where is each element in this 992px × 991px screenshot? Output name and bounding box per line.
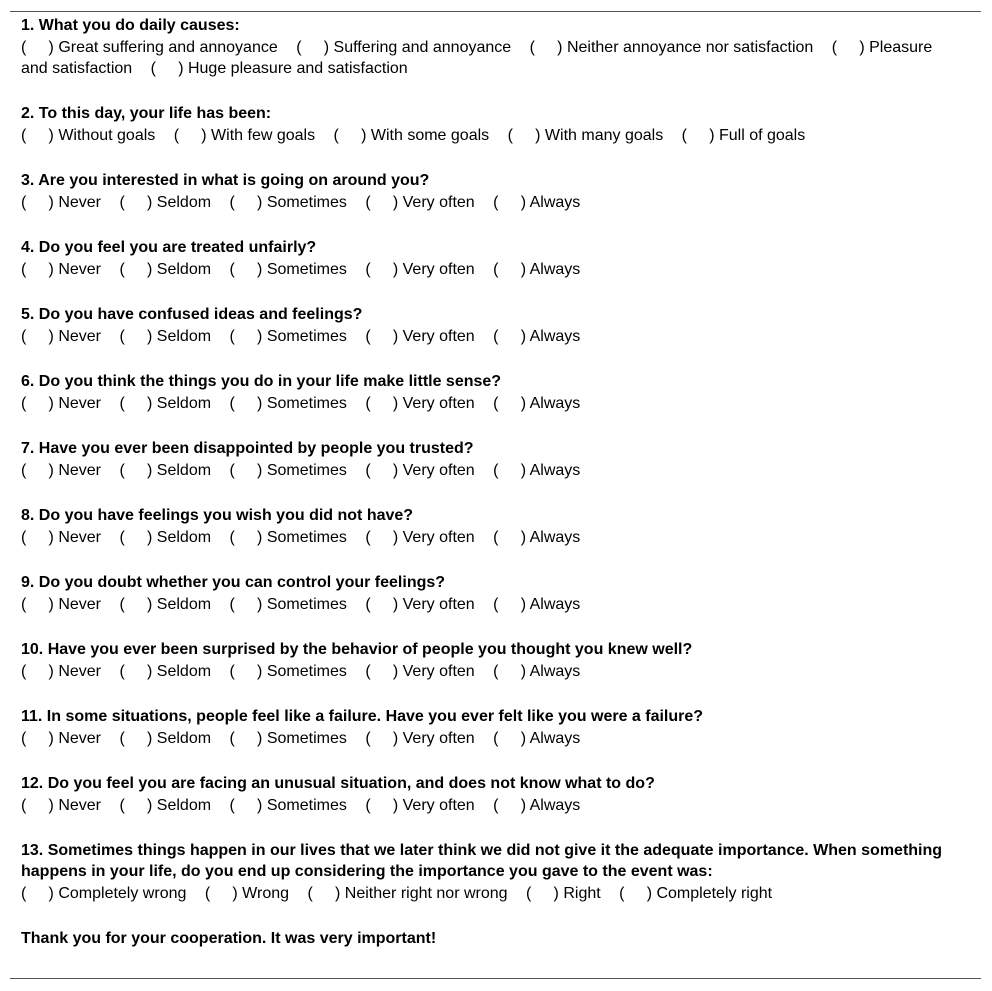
answer-option[interactable] xyxy=(119,261,211,278)
answer-option[interactable] xyxy=(493,529,580,546)
answer-option-label: Very often xyxy=(402,261,475,278)
answer-option-label: With many goals xyxy=(544,127,664,144)
answer-option-label: Very often xyxy=(402,529,475,546)
answer-option[interactable] xyxy=(21,730,101,747)
question-title: 9. Do you doubt whether you can control your feelings? xyxy=(21,574,446,591)
answer-option-label: Very often xyxy=(402,395,475,412)
answer-checkbox[interactable]: ( ) xyxy=(21,462,59,479)
answer-checkbox[interactable]: ( ) xyxy=(21,529,59,546)
answer-checkbox[interactable]: ( ) xyxy=(119,261,157,278)
question-title: 11. In some situations, people feel like a failure. Have you ever felt like you were a failure? xyxy=(21,708,704,725)
answer-option-label: Seldom xyxy=(156,462,212,479)
answer-checkbox[interactable]: ( ) xyxy=(365,663,403,680)
answer-checkbox[interactable]: ( ) xyxy=(21,596,59,613)
answer-option[interactable] xyxy=(230,395,347,412)
answer-option[interactable] xyxy=(493,797,580,814)
answer-checkbox[interactable]: ( ) xyxy=(119,462,157,479)
answer-option[interactable] xyxy=(230,328,347,345)
answer-option-label: Seldom xyxy=(156,261,212,278)
answer-option-label: Very often xyxy=(402,730,475,747)
answer-checkbox[interactable]: ( ) xyxy=(493,797,530,814)
answer-options xyxy=(21,192,961,213)
answer-option[interactable] xyxy=(21,127,155,144)
answer-option-label: Sometimes xyxy=(266,529,347,546)
answer-option[interactable] xyxy=(230,529,347,546)
answer-checkbox[interactable]: ( ) xyxy=(21,328,59,345)
question-block xyxy=(21,170,961,213)
answer-checkbox[interactable]: ( ) xyxy=(21,39,59,56)
answer-option[interactable] xyxy=(21,663,101,680)
questionnaire-sheet xyxy=(10,11,981,979)
answer-option[interactable] xyxy=(205,885,289,902)
answer-checkbox[interactable]: ( ) xyxy=(307,885,345,902)
answer-option[interactable] xyxy=(119,730,211,747)
answer-option[interactable] xyxy=(365,797,474,814)
question-title: 2. To this day, your life has been: xyxy=(21,105,272,122)
answer-option[interactable] xyxy=(230,261,347,278)
question-block xyxy=(21,304,961,347)
answer-option-label: With few goals xyxy=(211,127,316,144)
answer-option[interactable] xyxy=(119,328,211,345)
answer-checkbox[interactable]: ( ) xyxy=(365,462,403,479)
answer-option[interactable] xyxy=(493,462,580,479)
answer-option-label: Never xyxy=(58,663,102,680)
answer-option[interactable] xyxy=(230,462,347,479)
answer-checkbox[interactable]: ( ) xyxy=(150,60,188,77)
question-block xyxy=(21,237,961,280)
answer-checkbox[interactable]: ( ) xyxy=(365,797,403,814)
answer-option[interactable] xyxy=(493,730,580,747)
answer-option[interactable] xyxy=(334,127,490,144)
answer-option-label: Never xyxy=(58,797,102,814)
answer-option-label: Sometimes xyxy=(266,194,347,211)
answer-options xyxy=(21,460,961,481)
question-block xyxy=(21,15,961,79)
answer-option[interactable] xyxy=(365,328,474,345)
answer-option[interactable] xyxy=(493,596,580,613)
answer-checkbox[interactable]: ( ) xyxy=(229,194,267,211)
answer-option[interactable] xyxy=(365,596,474,613)
answer-option-label: Always xyxy=(529,194,581,211)
answer-option[interactable] xyxy=(174,127,315,144)
answer-option-label: Always xyxy=(529,797,581,814)
answer-checkbox[interactable]: ( ) xyxy=(21,663,59,680)
answer-option-label: Always xyxy=(529,529,581,546)
question-title: 12. Do you feel you are facing an unusual situation, and does not know what to do? xyxy=(21,775,655,792)
question-title: 5. Do you have confused ideas and feelings? xyxy=(21,306,363,323)
answer-checkbox[interactable]: ( ) xyxy=(119,194,157,211)
answer-option[interactable] xyxy=(619,885,772,902)
answer-options xyxy=(21,125,961,146)
question-block xyxy=(21,438,961,481)
answer-checkbox[interactable]: ( ) xyxy=(229,596,267,613)
answer-checkbox[interactable]: ( ) xyxy=(21,885,59,902)
answer-checkbox[interactable]: ( ) xyxy=(365,596,403,613)
answer-checkbox[interactable]: ( ) xyxy=(21,395,59,412)
answer-option[interactable] xyxy=(493,261,580,278)
answer-option-label: Seldom xyxy=(156,797,212,814)
answer-option-label: Suffering and annoyance xyxy=(333,39,512,56)
answer-option[interactable] xyxy=(21,797,101,814)
answer-checkbox[interactable]: ( ) xyxy=(229,328,267,345)
answer-option[interactable] xyxy=(151,60,408,77)
answer-option[interactable] xyxy=(493,663,580,680)
answer-option[interactable] xyxy=(493,194,580,211)
answer-option[interactable] xyxy=(21,885,186,902)
answer-checkbox[interactable]: ( ) xyxy=(204,885,243,902)
answer-checkbox[interactable]: ( ) xyxy=(21,127,59,144)
answer-checkbox[interactable]: ( ) xyxy=(493,261,530,278)
answer-option-label: Pleasure and satisfaction xyxy=(21,39,933,77)
answer-option-label: Seldom xyxy=(156,529,212,546)
answer-option[interactable] xyxy=(119,663,211,680)
answer-option-label: Sometimes xyxy=(266,328,347,345)
answer-checkbox[interactable]: ( ) xyxy=(119,730,157,747)
answer-option[interactable] xyxy=(365,395,474,412)
answer-option[interactable] xyxy=(230,596,347,613)
answer-option[interactable] xyxy=(365,730,474,747)
answer-option[interactable] xyxy=(119,194,211,211)
answer-option[interactable] xyxy=(493,395,580,412)
answer-checkbox[interactable]: ( ) xyxy=(365,395,403,412)
answer-option-label: Seldom xyxy=(156,194,212,211)
answer-checkbox[interactable]: ( ) xyxy=(681,127,719,144)
answer-checkbox[interactable]: ( ) xyxy=(296,39,334,56)
question-title: 3. Are you interested in what is going on around you? xyxy=(21,172,430,189)
answer-options xyxy=(21,259,961,280)
answer-option[interactable] xyxy=(119,596,211,613)
answer-option[interactable] xyxy=(365,261,474,278)
answer-options xyxy=(21,393,961,414)
question-title: 1. What you do daily causes: xyxy=(21,17,240,34)
answer-checkbox[interactable]: ( ) xyxy=(119,663,157,680)
answer-checkbox[interactable]: ( ) xyxy=(21,194,59,211)
answer-checkbox[interactable]: ( ) xyxy=(365,328,403,345)
answer-option[interactable] xyxy=(530,39,814,56)
question-block xyxy=(21,639,961,682)
answer-checkbox[interactable]: ( ) xyxy=(493,529,530,546)
answer-options xyxy=(21,795,961,816)
answer-option-label: Sometimes xyxy=(266,797,347,814)
answer-option-label: Never xyxy=(58,328,102,345)
answer-option[interactable] xyxy=(21,261,101,278)
answer-option[interactable] xyxy=(230,194,347,211)
answer-checkbox[interactable]: ( ) xyxy=(21,730,59,747)
answer-checkbox[interactable]: ( ) xyxy=(119,797,157,814)
answer-checkbox[interactable]: ( ) xyxy=(333,127,371,144)
answer-option-label: Neither right nor wrong xyxy=(344,885,508,902)
answer-checkbox[interactable]: ( ) xyxy=(493,663,530,680)
answer-option-label: Never xyxy=(58,730,102,747)
answer-checkbox[interactable]: ( ) xyxy=(119,395,157,412)
answer-option-label: Sometimes xyxy=(266,730,347,747)
answer-options xyxy=(21,728,961,749)
answer-option-label: Very often xyxy=(402,328,475,345)
answer-option-label: Never xyxy=(58,395,102,412)
answer-option-label: Without goals xyxy=(58,127,156,144)
answer-checkbox[interactable]: ( ) xyxy=(493,730,530,747)
answer-checkbox[interactable]: ( ) xyxy=(229,261,267,278)
answer-checkbox[interactable]: ( ) xyxy=(493,328,530,345)
answer-checkbox[interactable]: ( ) xyxy=(229,797,267,814)
question-block xyxy=(21,572,961,615)
answer-option-label: Always xyxy=(529,395,581,412)
answer-option-label: Neither annoyance nor satisfaction xyxy=(566,39,814,56)
answer-checkbox[interactable]: ( ) xyxy=(526,885,564,902)
question-block xyxy=(21,505,961,548)
answer-option-label: Sometimes xyxy=(266,663,347,680)
answer-checkbox[interactable]: ( ) xyxy=(619,885,657,902)
question-block xyxy=(21,773,961,816)
answer-option[interactable] xyxy=(21,395,101,412)
answer-checkbox[interactable]: ( ) xyxy=(229,462,267,479)
answer-checkbox[interactable]: ( ) xyxy=(831,39,870,56)
answer-checkbox[interactable]: ( ) xyxy=(365,730,403,747)
question-title: 8. Do you have feelings you wish you did not have? xyxy=(21,507,414,524)
answer-option-label: Never xyxy=(58,529,102,546)
answer-options xyxy=(21,594,961,615)
answer-option[interactable] xyxy=(526,885,601,902)
question-block xyxy=(21,371,961,414)
answer-checkbox[interactable]: ( ) xyxy=(365,194,403,211)
questionnaire-content xyxy=(21,15,961,949)
question-block xyxy=(21,103,961,146)
answer-option[interactable] xyxy=(21,529,101,546)
answer-option-label: Wrong xyxy=(242,885,290,902)
answer-option-label: Always xyxy=(529,663,581,680)
answer-checkbox[interactable]: ( ) xyxy=(21,797,59,814)
answer-checkbox[interactable]: ( ) xyxy=(21,261,59,278)
question-title: 6. Do you think the things you do in your life make little sense? xyxy=(21,373,502,390)
answer-option-label: Sometimes xyxy=(266,261,347,278)
answer-option-label: Very often xyxy=(402,462,475,479)
answer-option[interactable] xyxy=(365,462,474,479)
answer-options xyxy=(21,883,961,904)
answer-checkbox[interactable]: ( ) xyxy=(119,529,157,546)
answer-option-label: Always xyxy=(529,596,581,613)
answer-option[interactable] xyxy=(493,328,580,345)
answer-option-label: Full of goals xyxy=(718,127,806,144)
answer-checkbox[interactable]: ( ) xyxy=(529,39,567,56)
answer-option-label: Seldom xyxy=(156,596,212,613)
question-title: 13. Sometimes things happen in our lives that we later think we did not give it the adequate importance. When something happens in your life, do you end up considering the importance you gave to the event was: xyxy=(21,842,943,880)
answer-option-label: Very often xyxy=(402,797,475,814)
answer-option-label: Huge pleasure and satisfaction xyxy=(187,60,408,77)
answer-option-label: Never xyxy=(58,261,102,278)
answer-option[interactable] xyxy=(21,462,101,479)
answer-option[interactable] xyxy=(119,529,211,546)
answer-option-label: Never xyxy=(58,596,102,613)
answer-option[interactable] xyxy=(230,797,347,814)
answer-checkbox[interactable]: ( ) xyxy=(493,395,530,412)
answer-option[interactable] xyxy=(21,194,101,211)
answer-option-label: Very often xyxy=(402,663,475,680)
answer-checkbox[interactable]: ( ) xyxy=(493,462,530,479)
answer-option-label: Great suffering and annoyance xyxy=(58,39,278,56)
answer-options xyxy=(21,37,961,79)
answer-option[interactable] xyxy=(230,730,347,747)
answer-option-label: Seldom xyxy=(156,663,212,680)
answer-option-label: Always xyxy=(529,261,581,278)
answer-option[interactable] xyxy=(119,395,211,412)
answer-options xyxy=(21,527,961,548)
answer-option[interactable] xyxy=(296,39,511,56)
closing-message: Thank you for your cooperation. It was very important! xyxy=(21,930,437,947)
question-title: 4. Do you feel you are treated unfairly? xyxy=(21,239,317,256)
answer-option-label: Completely wrong xyxy=(58,885,187,902)
answer-option-label: Never xyxy=(58,462,102,479)
answer-option[interactable] xyxy=(21,39,278,56)
answer-option-label: Very often xyxy=(402,194,475,211)
answer-option-label: Completely right xyxy=(656,885,773,902)
answer-option[interactable] xyxy=(230,663,347,680)
answer-checkbox[interactable]: ( ) xyxy=(229,663,267,680)
answer-checkbox[interactable]: ( ) xyxy=(493,194,530,211)
answer-option-label: Right xyxy=(563,885,601,902)
answer-option[interactable] xyxy=(21,596,101,613)
answer-checkbox[interactable]: ( ) xyxy=(119,596,157,613)
answer-option-label: Sometimes xyxy=(266,596,347,613)
answer-option-label: Very often xyxy=(402,596,475,613)
question-title: 10. Have you ever been surprised by the behavior of people you thought you knew well? xyxy=(21,641,693,658)
question-title: 7. Have you ever been disappointed by people you trusted? xyxy=(21,440,474,457)
answer-checkbox[interactable]: ( ) xyxy=(365,529,403,546)
answer-options xyxy=(21,661,961,682)
answer-option[interactable] xyxy=(119,462,211,479)
answer-options xyxy=(21,326,961,347)
answer-option[interactable] xyxy=(307,885,507,902)
answer-checkbox[interactable]: ( ) xyxy=(493,596,530,613)
answer-option[interactable] xyxy=(119,797,211,814)
answer-checkbox[interactable]: ( ) xyxy=(229,730,267,747)
answer-option[interactable] xyxy=(365,194,474,211)
answer-checkbox[interactable]: ( ) xyxy=(507,127,545,144)
answer-option-label: Seldom xyxy=(156,328,212,345)
answer-option-label: Always xyxy=(529,462,581,479)
answer-option[interactable] xyxy=(21,328,101,345)
answer-option-label: Seldom xyxy=(156,395,212,412)
answer-option[interactable] xyxy=(682,127,806,144)
answer-option-label: Always xyxy=(529,730,581,747)
answer-checkbox[interactable]: ( ) xyxy=(365,261,403,278)
answer-option[interactable] xyxy=(365,663,474,680)
answer-option[interactable] xyxy=(365,529,474,546)
answer-option-label: Sometimes xyxy=(266,462,347,479)
question-block xyxy=(21,706,961,749)
answer-checkbox[interactable]: ( ) xyxy=(229,529,267,546)
question-block xyxy=(21,840,961,904)
answer-checkbox[interactable]: ( ) xyxy=(229,395,267,412)
answer-option-label: With some goals xyxy=(370,127,490,144)
answer-option-label: Always xyxy=(529,328,581,345)
answer-checkbox[interactable]: ( ) xyxy=(119,328,157,345)
answer-option[interactable] xyxy=(508,127,664,144)
answer-option-label: Sometimes xyxy=(266,395,347,412)
answer-option-label: Never xyxy=(58,194,102,211)
answer-checkbox[interactable]: ( ) xyxy=(173,127,212,144)
answer-option-label: Seldom xyxy=(156,730,212,747)
